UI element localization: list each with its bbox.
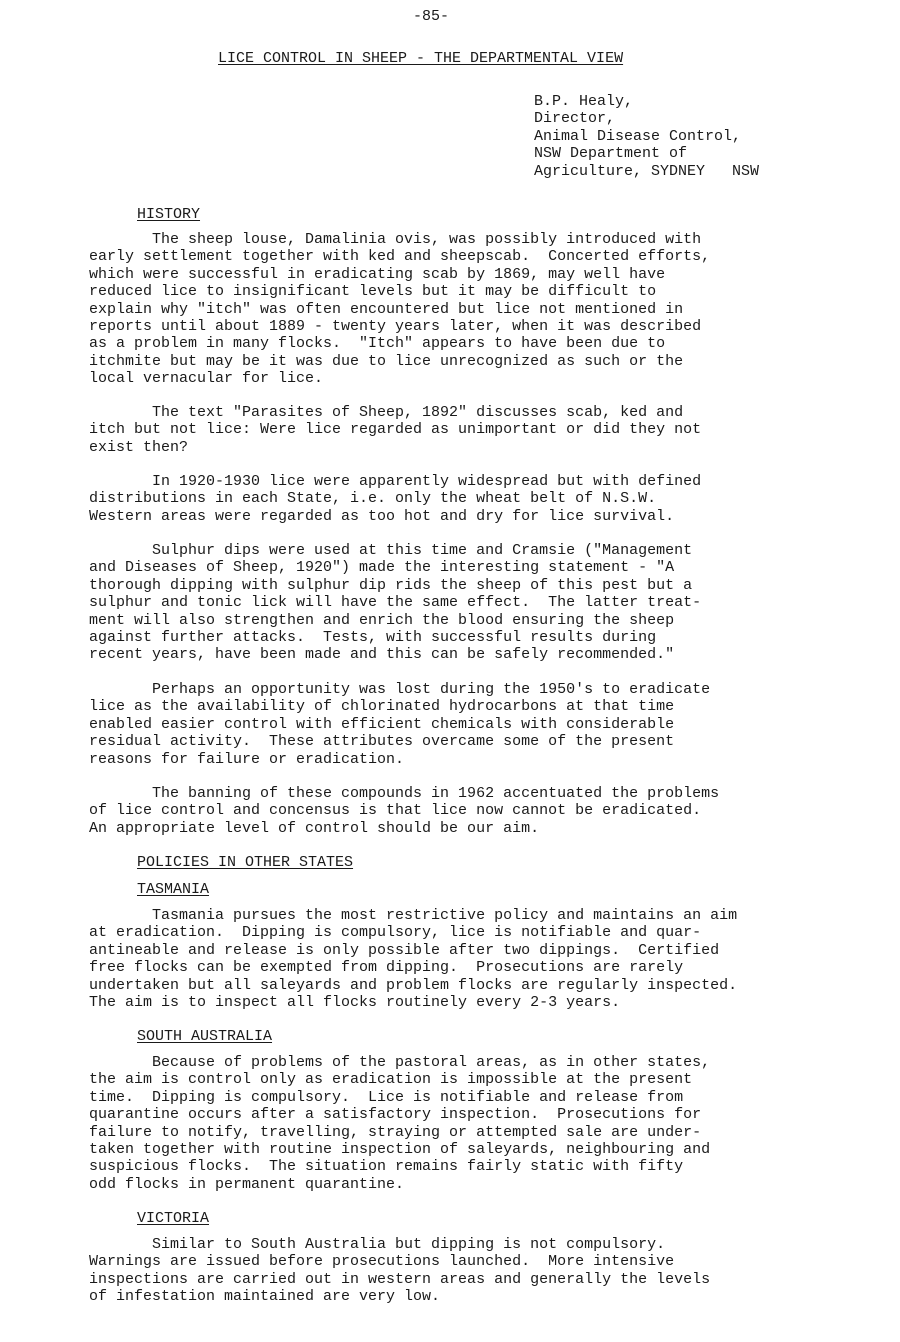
text-line: Warnings are issued before prosecutions launched. More intensive: [89, 1253, 675, 1271]
tasmania-paragraph: [89, 907, 819, 1011]
subheading-tasmania: TASMANIA: [137, 881, 210, 898]
history-paragraph-5: [89, 681, 819, 768]
history-paragraph-1: [89, 231, 819, 388]
text-line: inspections are carried out in western areas and generally the levels: [89, 1270, 711, 1288]
text-line: Western areas were regarded as too hot and dry for lice survival.: [89, 507, 675, 525]
author-line: Animal Disease Control,: [534, 127, 742, 145]
text-line: Tasmania pursues the most restrictive policy and maintains an aim: [89, 907, 738, 924]
text-line: An appropriate level of control should be our aim.: [89, 819, 540, 837]
text-line: and Diseases of Sheep, 1920") made the interesting statement - "A: [89, 559, 675, 577]
text-line: quarantine occurs after a satisfactory inspection. Prosecutions for: [89, 1106, 702, 1124]
text-line: ment will also strengthen and enrich the blood ensuring the sheep: [89, 611, 675, 629]
text-line: local vernacular for lice.: [89, 370, 324, 388]
text-line: itch but not lice: Were lice regarded as unimportant or did they not: [89, 421, 702, 439]
text-line: exist then?: [89, 438, 189, 456]
text-line: odd flocks in permanent quarantine.: [89, 1175, 405, 1193]
author-line: Director,: [534, 110, 616, 128]
text-line: suspicious flocks. The situation remains fairly static with fifty: [89, 1158, 684, 1176]
text-line: free flocks can be exempted from dipping. Prosecutions are rarely: [89, 959, 684, 977]
text-line: lice as the availability of chlorinated hydrocarbons at that time: [89, 698, 675, 716]
text-line: taken together with routine inspection of saleyards, neighbouring and: [89, 1141, 711, 1159]
text-line: The sheep louse, Damalinia ovis, was possibly introduced with: [89, 231, 702, 248]
text-line: which were successful in eradicating scab by 1869, may well have: [89, 265, 666, 283]
text-line: The text "Parasites of Sheep, 1892" discusses scab, ked and: [89, 404, 684, 421]
text-line: of lice control and concensus is that lice now cannot be eradicated.: [89, 802, 702, 820]
author-line: B.P. Healy,: [534, 93, 634, 110]
victoria-paragraph: [89, 1236, 819, 1306]
text-line: against further attacks. Tests, with successful results during: [89, 629, 657, 647]
text-line: itchmite but may be it was due to lice unrecognized as such or the: [89, 352, 684, 370]
author-line: Agriculture, SYDNEY NSW: [534, 162, 760, 180]
subheading-south-australia: SOUTH AUSTRALIA: [137, 1028, 273, 1045]
text-line: the aim is control only as eradication is impossible at the present: [89, 1071, 693, 1089]
text-line: antineable and release is only possible after two dippings. Certified: [89, 941, 720, 959]
text-line: enabled easier control with efficient chemicals with considerable: [89, 715, 675, 733]
text-line: The aim is to inspect all flocks routinely every 2-3 years.: [89, 994, 621, 1012]
text-line: residual activity. These attributes overcame some of the present: [89, 733, 675, 751]
text-line: Sulphur dips were used at this time and Cramsie ("Management: [89, 542, 693, 559]
text-line: In 1920-1930 lice were apparently widespread but with defined: [89, 473, 702, 490]
history-paragraph-3: [89, 473, 819, 525]
document-title: LICE CONTROL IN SHEEP - THE DEPARTMENTAL VIEW: [218, 50, 624, 67]
text-line: at eradication. Dipping is compulsory, lice is notifiable and quar-: [89, 924, 702, 942]
text-line: reduced lice to insignificant levels but it may be difficult to: [89, 283, 657, 301]
history-paragraph-2: [89, 404, 819, 456]
page-number: -85-: [413, 8, 450, 25]
subheading-victoria: VICTORIA: [137, 1210, 210, 1227]
text-line: The banning of these compounds in 1962 accentuated the problems: [89, 785, 720, 802]
text-line: of infestation maintained are very low.: [89, 1288, 441, 1306]
south-australia-paragraph: [89, 1054, 819, 1193]
text-line: undertaken but all saleyards and problem flocks are regularly inspected.: [89, 976, 738, 994]
text-line: thorough dipping with sulphur dip rids the sheep of this pest but a: [89, 576, 693, 594]
history-paragraph-4: [89, 542, 819, 664]
text-line: explain why "itch" was often encountered but lice not mentioned in: [89, 300, 684, 318]
author-line: NSW Department of: [534, 145, 688, 163]
text-line: failure to notify, travelling, straying or attempted sale are under-: [89, 1123, 702, 1141]
history-paragraph-6: [89, 785, 819, 837]
text-line: recent years, have been made and this can be safely recommended.": [89, 646, 675, 664]
text-line: as a problem in many flocks. "Itch" appears to have been due to: [89, 335, 666, 353]
text-line: reasons for failure or eradication.: [89, 750, 405, 768]
text-line: Perhaps an opportunity was lost during the 1950's to eradicate: [89, 681, 711, 698]
section-heading-policies: POLICIES IN OTHER STATES: [137, 854, 354, 871]
text-line: reports until about 1889 - twenty years later, when it was described: [89, 318, 702, 336]
text-line: Because of problems of the pastoral areas, as in other states,: [89, 1054, 711, 1071]
author-block: [534, 93, 759, 180]
section-heading-history: HISTORY: [137, 206, 201, 223]
text-line: Similar to South Australia but dipping is not compulsory.: [89, 1236, 666, 1253]
text-line: sulphur and tonic lick will have the same effect. The latter treat-: [89, 594, 702, 612]
text-line: early settlement together with ked and sheepscab. Concerted efforts,: [89, 248, 711, 266]
text-line: time. Dipping is compulsory. Lice is notifiable and release from: [89, 1088, 684, 1106]
text-line: distributions in each State, i.e. only the wheat belt of N.S.W.: [89, 490, 657, 508]
